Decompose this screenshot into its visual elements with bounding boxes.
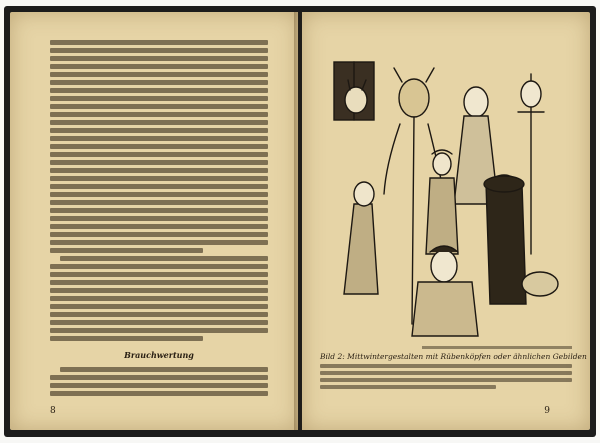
text-line: [50, 96, 268, 101]
text-line: [60, 256, 268, 261]
text-line: [50, 192, 268, 197]
text-line: [50, 128, 268, 133]
text-line: [50, 391, 268, 396]
text-line: [50, 136, 268, 141]
seated-mask-figure: [431, 250, 457, 282]
text-line: [50, 264, 268, 269]
text-line: [50, 240, 268, 245]
left-page: [10, 12, 298, 430]
straw-mask-figure: [399, 79, 429, 117]
text-line: [50, 48, 268, 53]
page-number-left: 8: [50, 406, 56, 416]
text-line: [50, 80, 268, 85]
open-book: [4, 6, 596, 437]
cap-figure: [433, 153, 451, 175]
text-line: [50, 40, 268, 45]
turnip-head-window: [345, 87, 367, 113]
section-heading: Brauchwertung: [124, 350, 194, 360]
text-line: [50, 328, 268, 333]
text-line: [50, 375, 268, 380]
caption-title: Bild 2: Mittwintergestalten mit Rübenköpfen oder ähnlichen Gebilden: [320, 352, 587, 361]
caption-text: [320, 364, 572, 389]
text-line: [50, 112, 268, 117]
text-line: [50, 120, 268, 125]
left-walking-figure: [344, 204, 378, 294]
text-line: [50, 64, 268, 69]
dark-hooded-figure: [486, 175, 526, 304]
text-line: [50, 56, 268, 61]
text-line: [50, 280, 268, 285]
text-line: [50, 383, 268, 388]
text-line: [50, 232, 268, 237]
caption-line: [320, 371, 572, 375]
text-line: [50, 168, 268, 173]
text-line: [50, 184, 268, 189]
right-page: [302, 12, 590, 430]
text-line: [50, 336, 203, 341]
head-on-pole: [521, 81, 541, 107]
caption-line: [320, 364, 572, 368]
text-line: [60, 367, 268, 372]
text-line: [50, 304, 268, 309]
text-line: [50, 144, 268, 149]
text-line: [50, 320, 268, 325]
text-line: [50, 152, 268, 157]
text-line: [50, 216, 268, 221]
text-line: [50, 296, 268, 301]
left-text-column: [50, 40, 268, 396]
text-line: [50, 200, 268, 205]
text-line: [50, 272, 268, 277]
text-line: [50, 208, 268, 213]
text-line: [50, 312, 268, 317]
text-line: [50, 88, 268, 93]
text-line: [50, 248, 203, 253]
page-number-right: 9: [544, 406, 550, 416]
text-line: [50, 224, 268, 229]
text-line: [50, 104, 268, 109]
text-line: [50, 176, 268, 181]
caption-line: [320, 378, 572, 382]
drum: [522, 272, 558, 296]
text-line: [50, 72, 268, 77]
mittwinter-figures-illustration: [326, 54, 570, 344]
pale-mask-figure: [464, 87, 488, 117]
text-line: [50, 160, 268, 165]
caption-line: [320, 385, 496, 389]
text-line: [50, 288, 268, 293]
illustration-credit: [422, 346, 572, 349]
